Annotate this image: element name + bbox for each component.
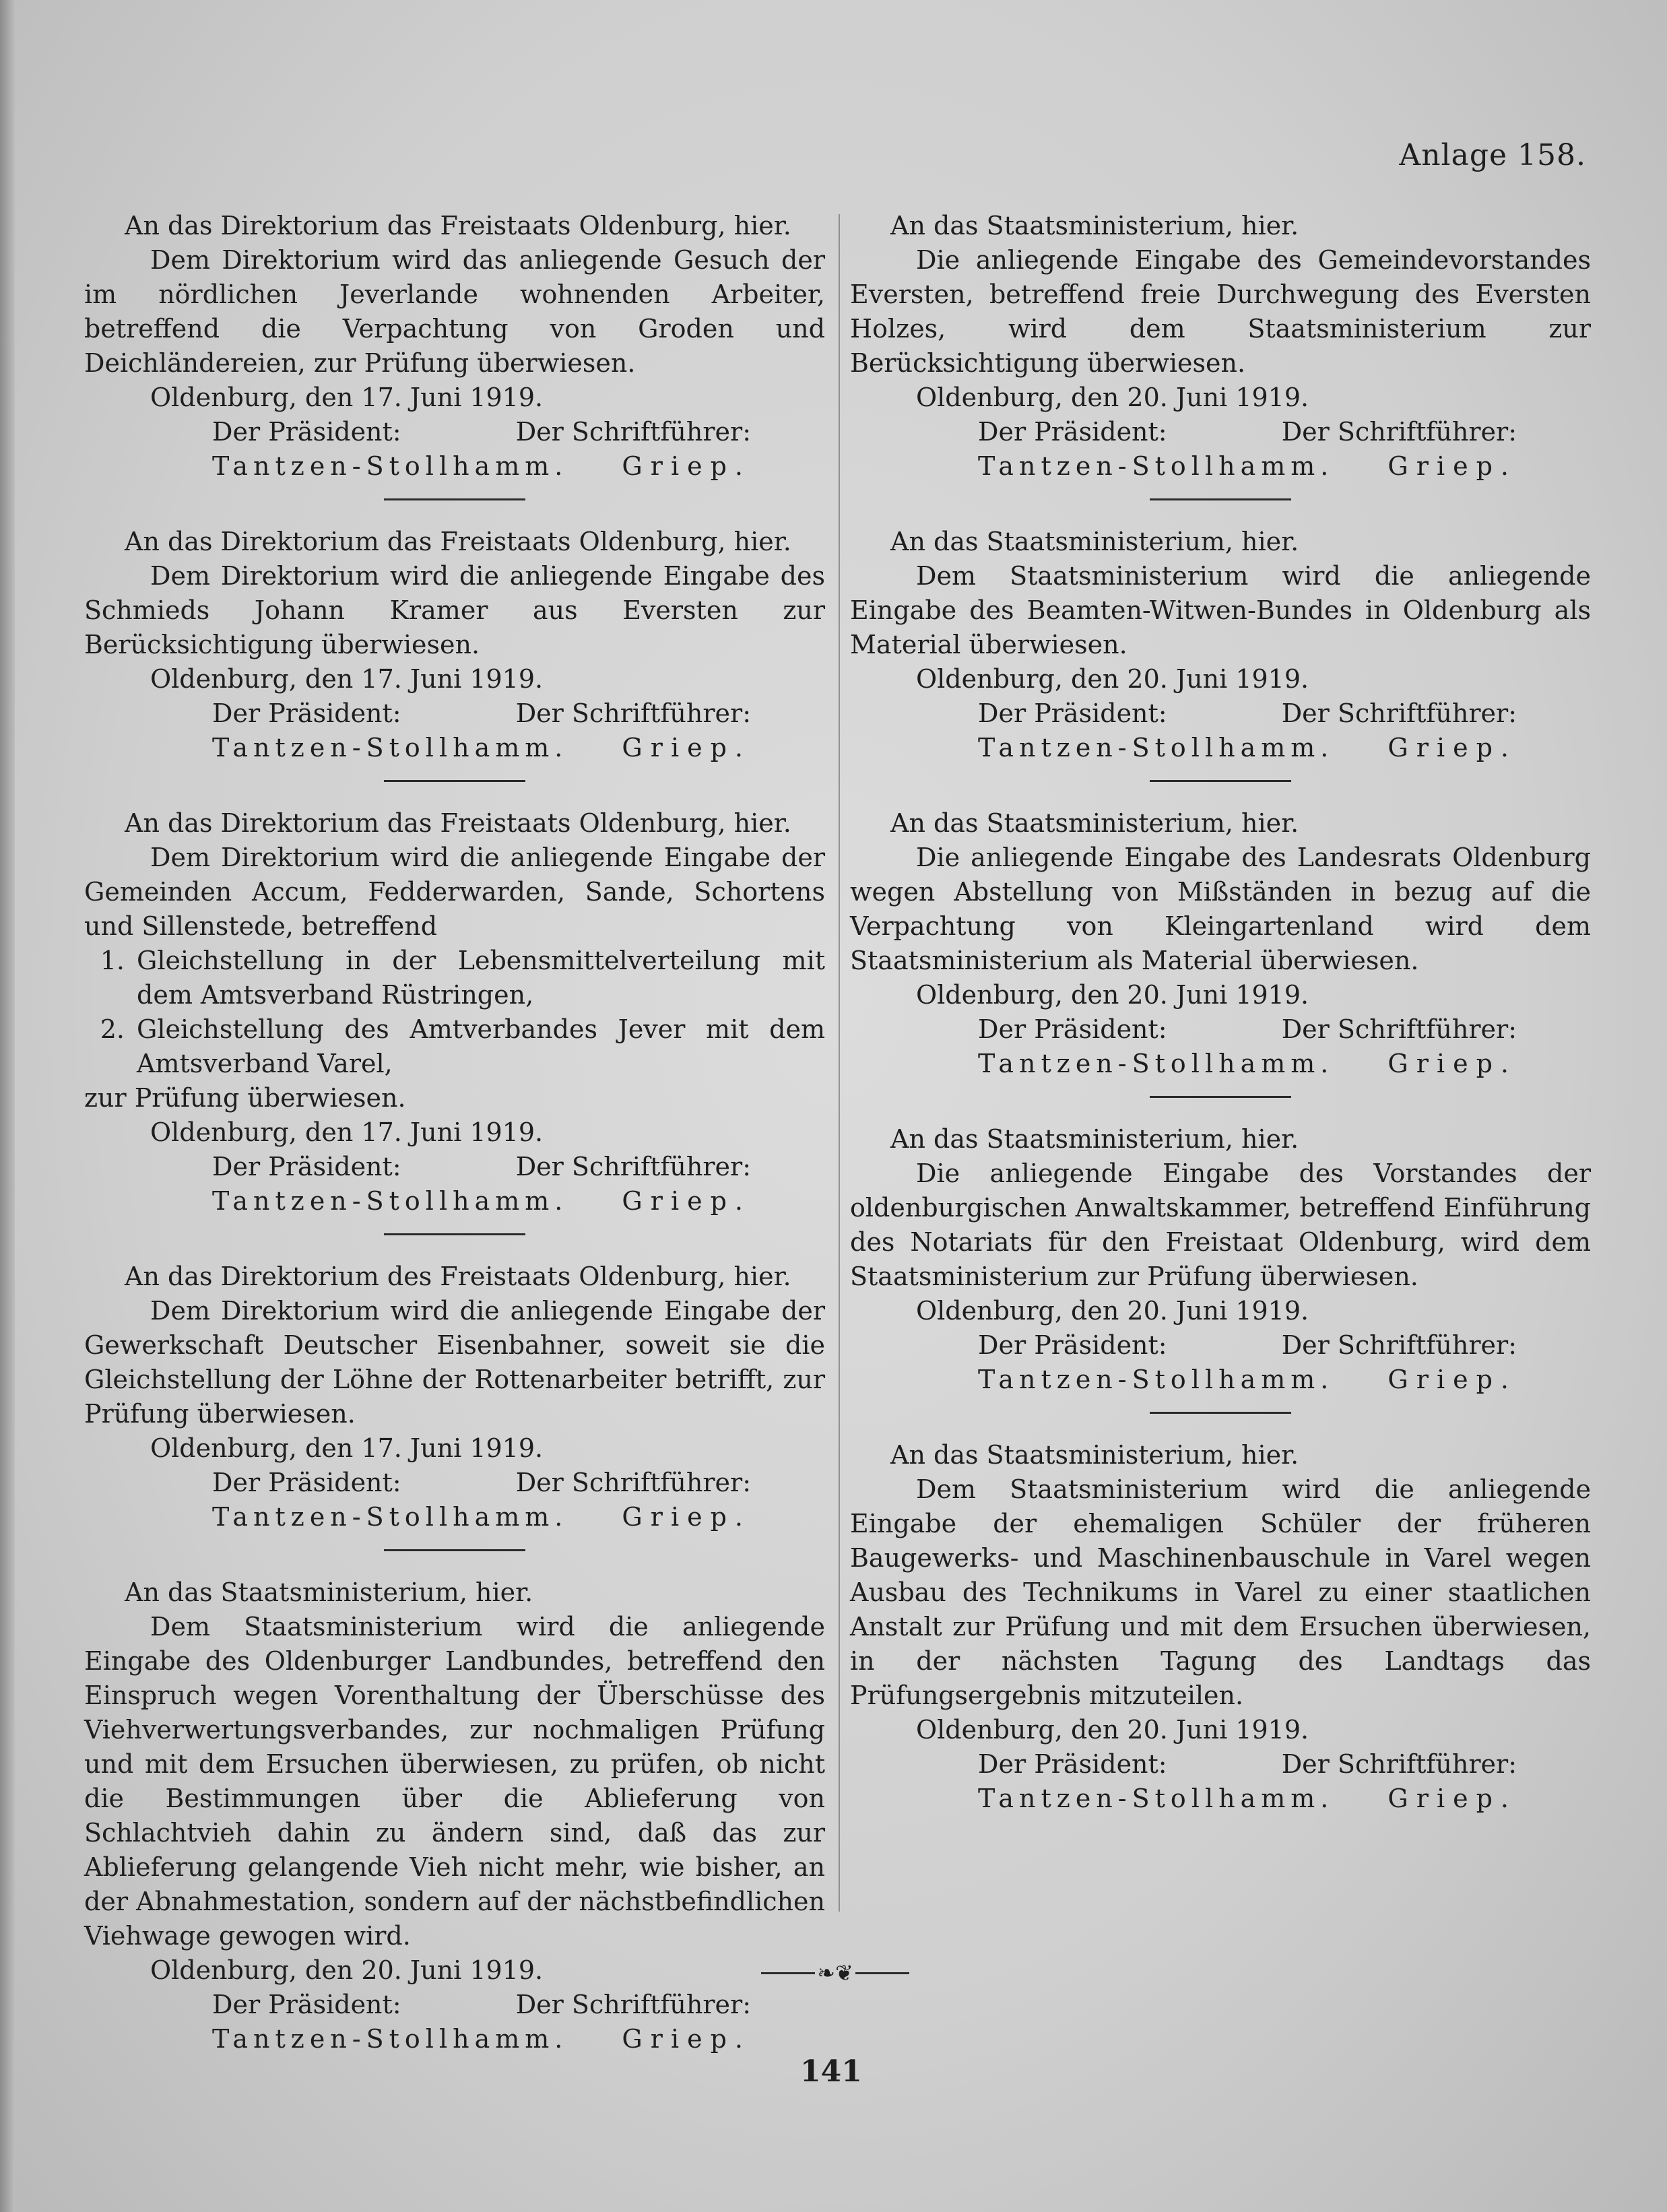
- left-column: [84, 209, 825, 2056]
- president-name: Tantzen-Stollhamm.: [978, 1365, 1334, 1394]
- dateline: Oldenburg, den 20. Juni 1919.: [916, 383, 1309, 412]
- separator-rule: [384, 1233, 525, 1235]
- signature-labels: [84, 1988, 825, 2022]
- right-column: [850, 209, 1591, 1816]
- secretary-label: Der Schriftführer:: [1281, 1749, 1517, 1779]
- resolution-entry: [850, 806, 1591, 1098]
- separator-rule: [384, 780, 525, 782]
- addressee: An das Staatsministerium, hier.: [890, 1440, 1299, 1470]
- signature-names: [850, 1363, 1591, 1397]
- secretary-label: Der Schriftführer:: [1281, 1330, 1517, 1360]
- president-label: Der Präsident:: [212, 1990, 401, 2019]
- addressee: An das Staatsministerium, hier.: [890, 527, 1299, 556]
- secretary-label: Der Schriftführer:: [515, 698, 751, 728]
- president-label: Der Präsident:: [212, 698, 401, 728]
- signature-labels: [850, 415, 1591, 449]
- secretary-label: Der Schriftführer:: [1281, 1014, 1517, 1044]
- dateline: Oldenburg, den 17. Juni 1919.: [150, 383, 544, 412]
- president-name: Tantzen-Stollhamm.: [978, 1049, 1334, 1078]
- signature-names: [84, 2022, 825, 2056]
- resolution-text: Dem Direktorium wird die anliegende Eingabe des Schmieds Johann Kramer aus Eversten zur Berücksichtigung überwiesen.: [84, 561, 825, 659]
- secretary-name: Griep.: [1387, 733, 1517, 762]
- signature-names: [850, 731, 1591, 765]
- dateline: Oldenburg, den 17. Juni 1919.: [150, 1117, 544, 1147]
- addressee: An das Staatsministerium, hier.: [890, 808, 1299, 838]
- dateline: Oldenburg, den 17. Juni 1919.: [150, 1433, 544, 1463]
- resolution-text: Dem Staatsministerium wird die anliegende Eingabe des Beamten-Witwen-Bundes in Oldenburg als Material überwiesen.: [850, 561, 1591, 659]
- president-label: Der Präsident:: [212, 417, 401, 447]
- dateline: Oldenburg, den 20. Juni 1919.: [916, 1296, 1309, 1326]
- resolution-entry: [850, 525, 1591, 782]
- list-item-text: Gleichstellung des Amtverbandes Jever mit dem Amtsverband Varel,: [137, 1014, 825, 1078]
- closing-text: zur Prüfung überwiesen.: [84, 1083, 406, 1113]
- signature-names: [850, 1047, 1591, 1081]
- signature-names: [84, 731, 825, 765]
- ornament-line-left: [761, 1972, 815, 1974]
- separator-rule: [1150, 1412, 1291, 1414]
- signature-labels: [850, 1012, 1591, 1047]
- president-name: Tantzen-Stollhamm.: [212, 1502, 568, 1532]
- list-item: [84, 1012, 825, 1081]
- secretary-label: Der Schriftführer:: [515, 417, 751, 447]
- secretary-name: Griep.: [622, 1186, 751, 1216]
- secretary-label: Der Schriftführer:: [515, 1468, 751, 1497]
- signature-names: [850, 449, 1591, 484]
- resolution-text: Dem Staatsministerium wird die anliegende Eingabe des Oldenburger Landbundes, betreffend den Einspruch wegen Vorenthaltung der Überschüsse des Viehverwertungsverbandes, zur nochmaligen Prüfung und mit dem Ersuchen überwiesen, zu prüfen, ob nicht die Bestimmungen über die Ablieferung von Schlachtvieh dahin zu ändern sind, daß das zur Ablieferung gelangende Vieh nicht mehr, wie bisher, an der Abnahmestation, sondern auf der nächstbefindlichen Viehwage gewogen wird.: [84, 1612, 825, 1951]
- addressee: An das Direktorium das Freistaats Oldenburg, hier.: [125, 808, 791, 838]
- president-label: Der Präsident:: [212, 1468, 401, 1497]
- separator-rule: [1150, 498, 1291, 500]
- secretary-name: Griep.: [622, 2024, 751, 2054]
- signature-labels: [850, 1328, 1591, 1363]
- list-item-text: Gleichstellung in der Lebensmittelverteilung mit dem Amtsverband Rüstringen,: [137, 946, 825, 1010]
- secretary-label: Der Schriftführer:: [1281, 698, 1517, 728]
- resolution-entry: [84, 806, 825, 1235]
- secretary-label: Der Schriftführer:: [515, 1990, 751, 2019]
- addressee: An das Direktorium des Freistaats Oldenburg, hier.: [125, 1262, 791, 1291]
- separator-rule: [1150, 780, 1291, 782]
- president-name: Tantzen-Stollhamm.: [212, 733, 568, 762]
- president-label: Der Präsident:: [212, 1152, 401, 1181]
- signature-labels: [850, 696, 1591, 731]
- secretary-name: Griep.: [622, 733, 751, 762]
- signature-labels: [84, 415, 825, 449]
- dateline: Oldenburg, den 17. Juni 1919.: [150, 664, 544, 694]
- signature-labels: [84, 1150, 825, 1184]
- addressee: An das Direktorium das Freistaats Oldenburg, hier.: [125, 211, 791, 240]
- resolution-entry: [84, 525, 825, 782]
- secretary-label: Der Schriftführer:: [1281, 417, 1517, 447]
- addressee: An das Direktorium das Freistaats Oldenburg, hier.: [125, 527, 791, 556]
- president-name: Tantzen-Stollhamm.: [212, 2024, 568, 2054]
- resolution-entry: [850, 1438, 1591, 1816]
- list-item: [84, 944, 825, 1012]
- dateline: Oldenburg, den 20. Juni 1919.: [916, 1715, 1309, 1745]
- secretary-name: Griep.: [622, 451, 751, 481]
- end-ornament: [680, 1960, 990, 1987]
- president-name: Tantzen-Stollhamm.: [212, 451, 568, 481]
- resolution-entry: [84, 1260, 825, 1551]
- president-name: Tantzen-Stollhamm.: [212, 1186, 568, 1216]
- page-number: 141: [800, 2054, 862, 2089]
- dateline: Oldenburg, den 20. Juni 1919.: [916, 980, 1309, 1010]
- secretary-name: Griep.: [622, 1502, 751, 1532]
- separator-rule: [1150, 1096, 1291, 1098]
- list-item-number: 2.: [100, 1014, 125, 1044]
- signature-names: [84, 449, 825, 484]
- column-divider: [839, 214, 840, 1912]
- resolution-text: Dem Direktorium wird die anliegende Eingabe der Gewerkschaft Deutscher Eisenbahner, soweit sie die Gleichstellung der Löhne der Rottenarbeiter betrifft, zur Prüfung überwiesen.: [84, 1296, 825, 1429]
- secretary-name: Griep.: [1387, 451, 1517, 481]
- addressee: An das Staatsministerium, hier.: [890, 211, 1299, 240]
- resolution-entry: [850, 209, 1591, 500]
- annex-label: Anlage 158.: [1399, 138, 1586, 172]
- dateline: Oldenburg, den 20. Juni 1919.: [150, 1955, 544, 1985]
- signature-names: [84, 1184, 825, 1218]
- resolution-text: Dem Staatsministerium wird die anliegende Eingabe der ehemaligen Schüler der früheren Baugewerks- und Maschinenbauschule in Varel wegen Ausbau des Technikums in Varel zu einer staatlichen Anstalt zur Prüfung und mit dem Ersuchen überwiesen, in der nächsten Tagung des Landtags das Prüfungsergebnis mitzuteilen.: [850, 1474, 1591, 1710]
- secretary-name: Griep.: [1387, 1049, 1517, 1078]
- president-label: Der Präsident:: [978, 1014, 1167, 1044]
- secretary-label: Der Schriftführer:: [515, 1152, 751, 1181]
- signature-labels: [84, 1466, 825, 1500]
- secretary-name: Griep.: [1387, 1784, 1517, 1813]
- president-label: Der Präsident:: [978, 1749, 1167, 1779]
- dateline: Oldenburg, den 20. Juni 1919.: [916, 664, 1309, 694]
- resolution-text: Die anliegende Eingabe des Landesrats Oldenburg wegen Abstellung von Mißständen in bezug auf die Verpachtung von Kleingartenland wird dem Staatsministerium als Material überwiesen.: [850, 843, 1591, 975]
- ornament-flourish-icon: ❧❦: [817, 1960, 853, 1986]
- president-label: Der Präsident:: [978, 1330, 1167, 1360]
- separator-rule: [384, 498, 525, 500]
- signature-names: [850, 1782, 1591, 1816]
- resolution-entry: [84, 209, 825, 500]
- resolution-text: Dem Direktorium wird die anliegende Eingabe der Gemeinden Accum, Fedderwarden, Sande, Schortens und Sillenstede, betreffend: [84, 843, 825, 941]
- ornament-line-right: [855, 1972, 909, 1974]
- president-name: Tantzen-Stollhamm.: [978, 451, 1334, 481]
- separator-rule: [384, 1549, 525, 1551]
- resolution-text: Die anliegende Eingabe des Vorstandes der oldenburgischen Anwaltskammer, betreffend Einführung des Notariats für den Freistaat Oldenburg, wird dem Staatsministerium zur Prüfung überwiesen.: [850, 1159, 1591, 1291]
- signature-names: [84, 1500, 825, 1534]
- signature-labels: [84, 696, 825, 731]
- addressee: An das Staatsministerium, hier.: [890, 1124, 1299, 1154]
- secretary-name: Griep.: [1387, 1365, 1517, 1394]
- list-item-number: 1.: [100, 946, 125, 975]
- president-name: Tantzen-Stollhamm.: [978, 733, 1334, 762]
- president-label: Der Präsident:: [978, 417, 1167, 447]
- resolution-entry: [850, 1122, 1591, 1414]
- page-edge-shadow: [0, 0, 15, 2212]
- resolution-text: Die anliegende Eingabe des Gemeindevorstandes Eversten, betreffend freie Durchwegung des Eversten Holzes, wird dem Staatsministerium zur Berücksichtigung überwiesen.: [850, 245, 1591, 378]
- signature-labels: [850, 1747, 1591, 1782]
- addressee: An das Staatsministerium, hier.: [125, 1577, 533, 1607]
- president-name: Tantzen-Stollhamm.: [978, 1784, 1334, 1813]
- president-label: Der Präsident:: [978, 698, 1167, 728]
- resolution-text: Dem Direktorium wird das anliegende Gesuch der im nördlichen Jeverlande wohnenden Arbeiter, betreffend die Verpachtung von Groden und Deichländereien, zur Prüfung überwiesen.: [84, 245, 825, 378]
